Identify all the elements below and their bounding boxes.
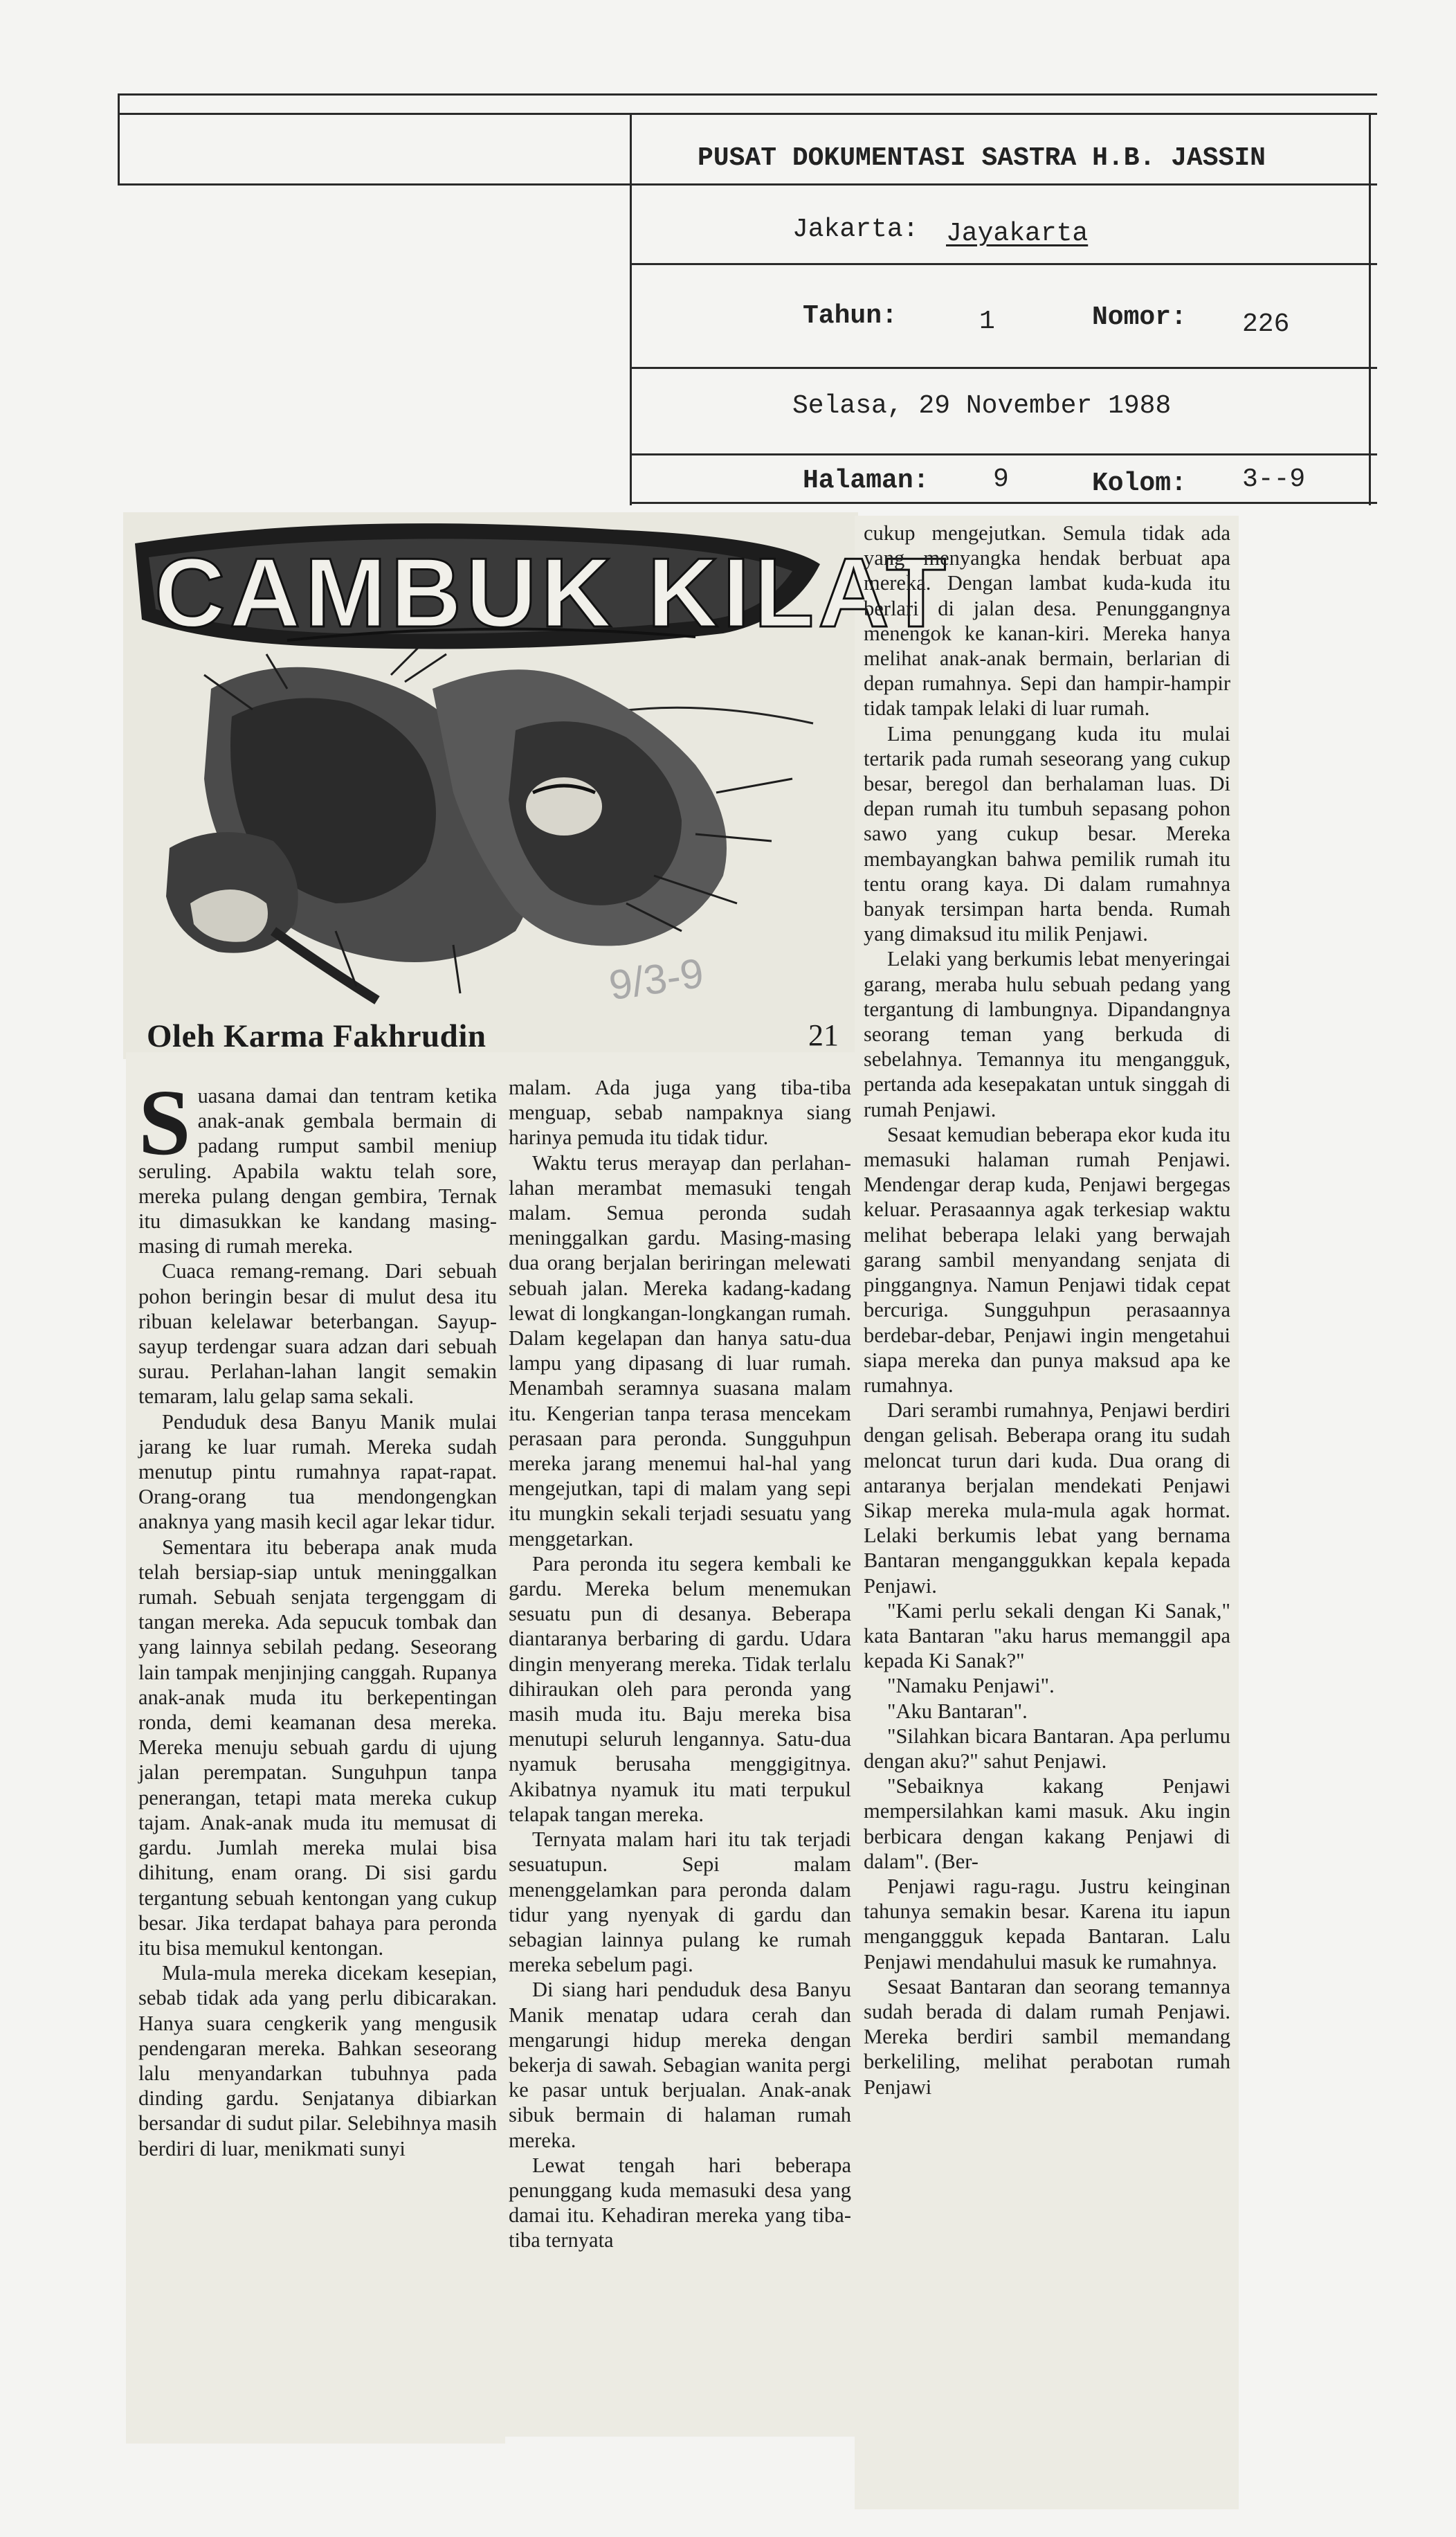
column-1-paragraph: Cuaca remang-remang. Dari sebuah pohon beringin besar di mulut desa itu ribuan kelelawar beterbangan. Sayup-sayup terdengar suara adzan dari sebuah surau. Perlahan-lahan langit semakin temaram, lalu gelap sama sekali. (138, 1259, 497, 1409)
form-rule-5 (630, 502, 1377, 504)
column-3-paragraph: Dari serambi rumahnya, Penjawi berdiri dengan gelisah. Beberapa orang itu sudah meloncat turun dari kuda. Dua orang di antaranya berjalan mendekati Penjawi Sikap mereka mula-mula agak hormat. Lelaki berkumis lebat yang bernama Bantaran menganggukkan kepala kepada Penjawi. (864, 1398, 1230, 1598)
column-2-paragraph: Ternyata malam hari itu tak terjadi sesuatupun. Sepi malam menenggelamkan para peronda dalam tidur yang nyenyak di gardu dan sebagian lainnya pulang ke rumah mereka sebelum pagi. (509, 1827, 851, 1977)
archive-header-form (118, 93, 1377, 505)
title-lettering: CAMBUK KILAT (154, 538, 950, 648)
form-vrule-mid (630, 113, 632, 505)
title-illustration (128, 516, 950, 1021)
form-vrule-right (1369, 113, 1371, 505)
publication-date: Selasa, 29 November 1988 (792, 391, 1172, 421)
column-2-paragraph: Lewat tengah hari beberapa penunggang kuda memasuki desa yang damai itu. Kehadiran mereka yang tiba-tiba ternyata (509, 2153, 851, 2252)
form-rule-4 (630, 453, 1377, 455)
form-rule-top (118, 93, 1377, 96)
kolom-label: Kolom: (1092, 469, 1187, 498)
article-column-2 (509, 1075, 851, 2253)
column-3-paragraph: "Namaku Penjawi". (887, 1674, 1055, 1698)
column-2-paragraph: Waktu terus merayap dan perlahan-lahan merambat memasuki tengah malam. Semua peronda sudah meninggalkan gardu. Masing-masing dua orang berjalan beriringan melewati sebuah jalan. Mereka kadang-kadang lewat di longkangan-longkangan rumah. Dalam kegelapan dan hanya satu-dua lampu yang dipasang di luar rumah. Menambah seramnya suasana malam itu. Kengerian tanpa terasa mencekam perasaan para peronda. Sungguhpun mereka jarang menemui hal-hal yang mengejutkan, tapi di malam yang sepi itu mungkin sekali terjadi sesuatu yang menggetarkan. (509, 1150, 851, 1551)
column-1-paragraph: Penduduk desa Banyu Manik mulai jarang ke luar rumah. Mereka sudah menutup pintu rumahnya rapat-rapat. Orang-orang tua mendongengkan anaknya yang masih kecil agar lekar tidur. (138, 1409, 497, 1534)
archive-org-name: PUSAT DOKUMENTASI SASTRA H.B. JASSIN (698, 143, 1266, 173)
column-3-paragraph: cukup mengejutkan. Semula tidak ada yang menyangka hendak berbuat apa mereka. Dengan lambat kuda-kuda itu berlari di jalan desa. Penunggangnya menengok ke kanan-kiri. Mereka hanya melihat anak-anak bermain, berlarian di depan rumahnya. Sepi dan hampir-hampir tidak tampak lelaki di luar rumah. (864, 521, 1230, 721)
column-3-paragraph: Sesaat kemudian beberapa ekor kuda itu memasuki halaman rumah Penjawi. Mendengar derap kuda, Penjawi bergegas keluar. Perasaannya agak terkesiap waktu melihat beberapa lelaki yang berwajah garang sambil menyandang senjata di pinggangnya. Namun Penjawi tidak cepat bercuriga. Sungguhpun perasaannya berdebar-debar, Penjawi ingin mengetahui siapa mereka dan punya maksud apa ke rumahnya. (864, 1122, 1230, 1397)
form-rule-top-2 (118, 113, 1377, 115)
form-rule-3 (630, 367, 1377, 369)
article-column-3 (864, 521, 1230, 2100)
column-3-paragraph: "Aku Bantaran". (887, 1699, 1028, 1723)
column-3-paragraph: "Kami perlu sekali dengan Ki Sanak," kata Bantaran "aku harus memanggil apa kepada Ki Sanak?" (864, 1598, 1230, 1673)
article-column-1 (138, 1071, 497, 2161)
column-3-paragraph: Penjawi ragu-ragu. Justru keinginan tahunya semakin besar. Karena itu iapun menganggguk kepada Bantaran. Lalu Penjawi mendahului masuk ke rumahnya. (864, 1874, 1230, 1974)
column-3-paragraph: "Silahkan bicara Bantaran. Apa perlumu dengan aku?" sahut Penjawi. (864, 1724, 1230, 1773)
column-1-paragraph: Sementara itu beberapa anak muda telah bersiap-siap untuk meninggalkan rumah. Sebuah senjata tergenggam di tangan mereka. Ada sepucuk tombak dan yang lainnya sebilah pedang. Seseorang lain tampak menjinjing canggah. Rupanya anak-anak muda itu berkepentingan ronda, demi keamanan desa mereka. Mereka menuju sebuah gardu di ujung jalan perempatan. Sunguhpun tanpa penerangan, tetapi mata mereka cukup tajam. Anak-anak muda itu memusat di gardu. Jumlah mereka mulai bisa dihitung, enam orang. Di sisi gardu tergantung sebuah kentongan yang cukup besar. Jika terdapat bahaya para peronda itu bisa memukul kentongan. (138, 1535, 497, 1960)
episode-number: 21 (808, 1018, 839, 1052)
column-3-paragraph: Lelaki yang berkumis lebat menyeringai garang, meraba hulu sebuah pedang yang tergantung di lambungnya. Dipandangnya seorang teman yang berkuda di sebelahnya. Temannya itu mengangguk, pertanda ada kesepakatan untuk singgah di rumah Penjawi. (864, 947, 1230, 1121)
form-vrule-left (118, 93, 120, 183)
column-3-paragraph: "Sebaiknya kakang Penjawi mempersilahkan kami masuk. Aku ingin berbicara dengan kakang Penjawi di dalam". (Ber- (864, 1774, 1230, 1873)
column-1-paragraph (138, 1071, 497, 1258)
newspaper-name: Jayakarta (946, 219, 1089, 249)
tahun-label: Tahun: (803, 301, 898, 331)
drop-cap: S (138, 1071, 191, 1175)
nomor-label: Nomor: (1092, 303, 1187, 332)
column-3-paragraph: Lima penunggang kuda itu mulai tertarik pada rumah seseorang yang cukup besar, beregol dan berhalaman luas. Di depan rumah itu tumbuh sepasang pohon sawo yang cukup besar. Mereka membayangkan bahwa pemilik rumah itu tentu orang kaya. Di dalam rumahnya banyak tersimpan harta benda. Rumah yang dimaksud itu milik Penjawi. (864, 721, 1230, 946)
column-2-paragraph: Para peronda itu segera kembali ke gardu. Mereka belum menemukan sesuatu pun di desanya. Beberapa diantaranya berbaring di gardu. Udara dingin menyerang mereka. Tidak terlalu dihiraukan oleh para peronda yang masih muda itu. Baju mereka bisa menutupi seluruh lengannya. Satu-dua nyamuk berusaha menggigitnya. Akibatnya nyamuk itu mati terpukul telapak tangan mereka. (509, 1551, 851, 1826)
nomor-value: 226 (1242, 309, 1290, 339)
column-3-paragraph: Sesaat Bantaran dan seorang temannya sudah berada di dalam rumah Penjawi. Mereka berdiri sambil memandang berkeliling, melihat perabotan rumah Penjawi (864, 1974, 1230, 2099)
paragraph-text: uasana damai dan tentram ketika anak-anak gembala bermain di padang rumput sambil meniup seruling. Apabila waktu telah sore, mereka pulang dengan gembira, Ternak itu dimasukkan ke kandang masing-masing di rumah mereka. (138, 1084, 497, 1258)
whip-horseman-illustration (128, 516, 950, 1021)
column-2-paragraph: malam. Ada juga yang tiba-tiba menguap, sebab nampaknya siang harinya pemuda itu tidak tidur. (509, 1076, 851, 1150)
city-label: Jakarta: (792, 215, 919, 244)
halaman-label: Halaman: (803, 466, 929, 496)
kolom-value: 3--9 (1242, 464, 1306, 494)
column-2-paragraph: Di siang hari penduduk desa Banyu Manik menatap udara cerah dan mengarungi hidup mereka dengan bekerja di sawah. Sebagian wanita pergi ke pasar untuk berjualan. Anak-anak sibuk bermain di halaman rumah mereka. (509, 1978, 851, 2152)
halaman-value: 9 (993, 464, 1009, 494)
pencil-annotation: 9/3-9 (606, 949, 707, 1009)
column-1-paragraph: Mula-mula mereka dicekam kesepian, sebab tidak ada yang perlu dibicarakan. Hanya suara cengkerik yang mengusik pendengaran mereka. Bahkan seseorang lalu menyandarkan tubuhnya pada dinding gardu. Senjatanya dibiarkan bersandar di sudut pilar. Selebihnya masih berdiri di luar, menikmati sunyi (138, 1961, 497, 2160)
form-rule-2 (630, 263, 1377, 265)
tahun-value: 1 (979, 307, 995, 336)
form-rule-1 (118, 183, 1377, 186)
article-byline: Oleh Karma Fakhrudin (147, 1018, 486, 1054)
